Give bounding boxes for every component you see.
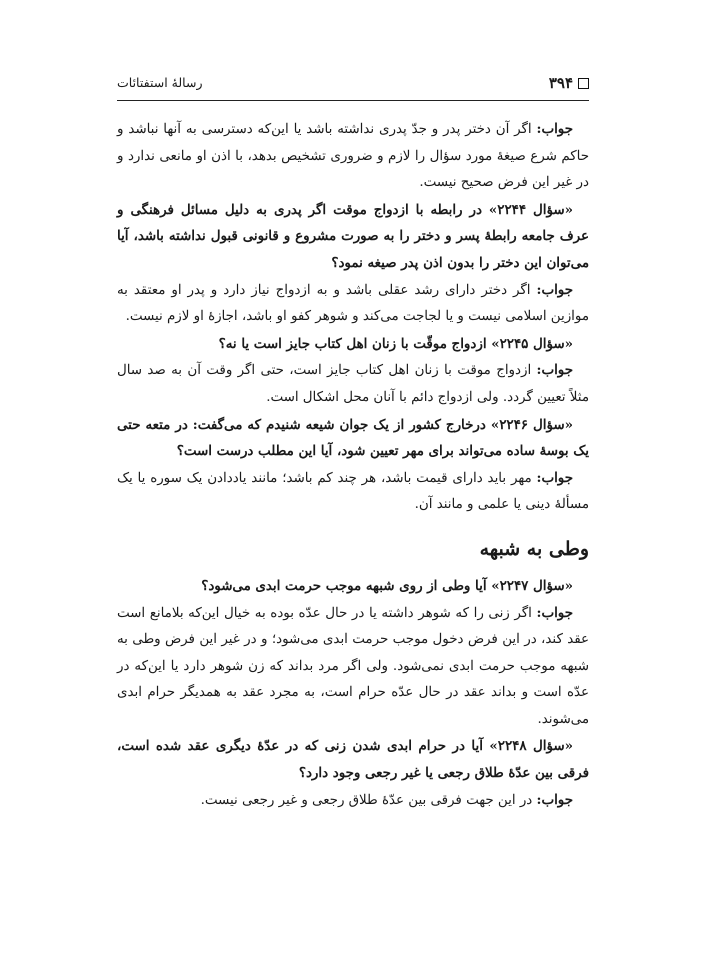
page-number bbox=[549, 74, 589, 92]
question-paragraph bbox=[117, 412, 589, 465]
question-paragraph bbox=[117, 733, 589, 786]
page-header bbox=[117, 72, 589, 98]
question-text: آیا در حرام ابدی شدن زنی که در عدّهٔ دیگری عقد شده است، فرقی بین عدّهٔ طلاق رجعی یا غیر رجعی وجود دارد؟ bbox=[117, 738, 589, 782]
answer-text: اگر آن دختر پدر و جدّ پدری نداشته باشد یا این‌که دسترسی به آنها نباشد و حاکم شرع صیغهٔ مورد سؤال را لازم و ضروری تشخیص بدهد، با اذن او مانعی ندارد و در غیر این فرض صحیح نیست. bbox=[117, 122, 589, 191]
question-text: آیا وطی از روی شبهه موجب حرمت ابدی می‌شود؟ bbox=[201, 577, 487, 594]
question-paragraph bbox=[117, 197, 589, 277]
question-label: «سؤال ۲۲۴۵» bbox=[491, 335, 573, 352]
question-label: «سؤال ۲۲۴۷» bbox=[491, 577, 573, 594]
answer-label: جواب: bbox=[536, 362, 573, 379]
answer-label: جواب: bbox=[536, 469, 573, 486]
answer-paragraph bbox=[117, 277, 589, 331]
page-number-text: ۳۹۴ bbox=[548, 74, 573, 92]
running-title: رسالهٔ استفتائات bbox=[117, 75, 203, 90]
question-label: «سؤال ۲۲۴۴» bbox=[488, 201, 574, 218]
answer-label: جواب: bbox=[536, 121, 573, 137]
answer-text: اگر زنی را که شوهر داشته یا در حال عدّه بوده به خیال این‌که بلامانع است عقد کند، در این فرض دخول موجب حرمت ابدی می‌شود؛ و در غیر این فرض وطی به شبهه موجب حرمت ابدی نمی‌شود. ولی اگر مرد بداند که زن شوهر دارد یا این‌که در عدّه است و بداند عقد در حال عدّه حرام است، به مجرد عقد به همدیگر حرام ابدی می‌شوند. bbox=[117, 605, 589, 727]
header-rule bbox=[117, 100, 589, 101]
question-text: در رابطه با ازدواج موقت اگر پدری به دلیل مسائل فرهنگی و عرف جامعه رابطهٔ پسر و دختر را به صورت مشروع و قانونی قبول نداشته باشد، آیا می‌توان این دختر را بدون اذن پدر صیغه نمود؟ bbox=[117, 201, 589, 271]
answer-paragraph bbox=[117, 600, 589, 734]
answer-text: اگر دختر دارای رشد عقلی باشد و به ازدواج نیاز دارد و پدر او معتقد به موازین اسلامی نیست و یا لجاجت می‌کند و شوهر کفو او باشد، اجازهٔ او لازم نیست. bbox=[117, 282, 589, 325]
answer-paragraph bbox=[117, 787, 589, 815]
question-label: «سؤال ۲۲۴۶» bbox=[490, 416, 573, 433]
question-text: درخارج کشور از یک جوان شیعه شنیدم که می‌گفت: در متعه حتی یک بوسهٔ ساده می‌تواند برای مهر تعیین شود، آیا این مطلب درست است؟ bbox=[117, 416, 589, 460]
answer-label: جواب: bbox=[536, 604, 573, 621]
answer-label: جواب: bbox=[536, 281, 573, 298]
answer-paragraph bbox=[117, 116, 589, 197]
question-text: ازدواج موقّت با زنان اهل کتاب جایز است یا نه؟ bbox=[218, 335, 487, 352]
question-paragraph bbox=[117, 573, 589, 600]
answer-text: در این جهت فرقی بین عدّهٔ طلاق رجعی و غیر رجعی نیست. bbox=[200, 792, 533, 808]
section-heading: وطی به شبهه bbox=[479, 537, 589, 560]
document-body bbox=[117, 116, 589, 814]
question-label: «سؤال ۲۲۴۸» bbox=[489, 738, 573, 755]
answer-text: مهر باید دارای قیمت باشد، هر چند کم باشد؛ مانند یاددادن یک سوره یا یک مسألهٔ دینی یا علمی و مانند آن. bbox=[117, 470, 589, 513]
square-bullet-icon bbox=[578, 78, 589, 89]
answer-paragraph bbox=[117, 465, 589, 519]
answer-paragraph bbox=[117, 357, 589, 411]
answer-text: ازدواج موقت با زنان اهل کتاب جایز است، حتی اگر وقت آن به صد سال مثلاً تعیین گردد. ولی ازدواج دائم با آنان محل اشکال است. bbox=[117, 363, 589, 405]
answer-label: جواب: bbox=[536, 791, 573, 808]
question-paragraph bbox=[117, 331, 589, 358]
